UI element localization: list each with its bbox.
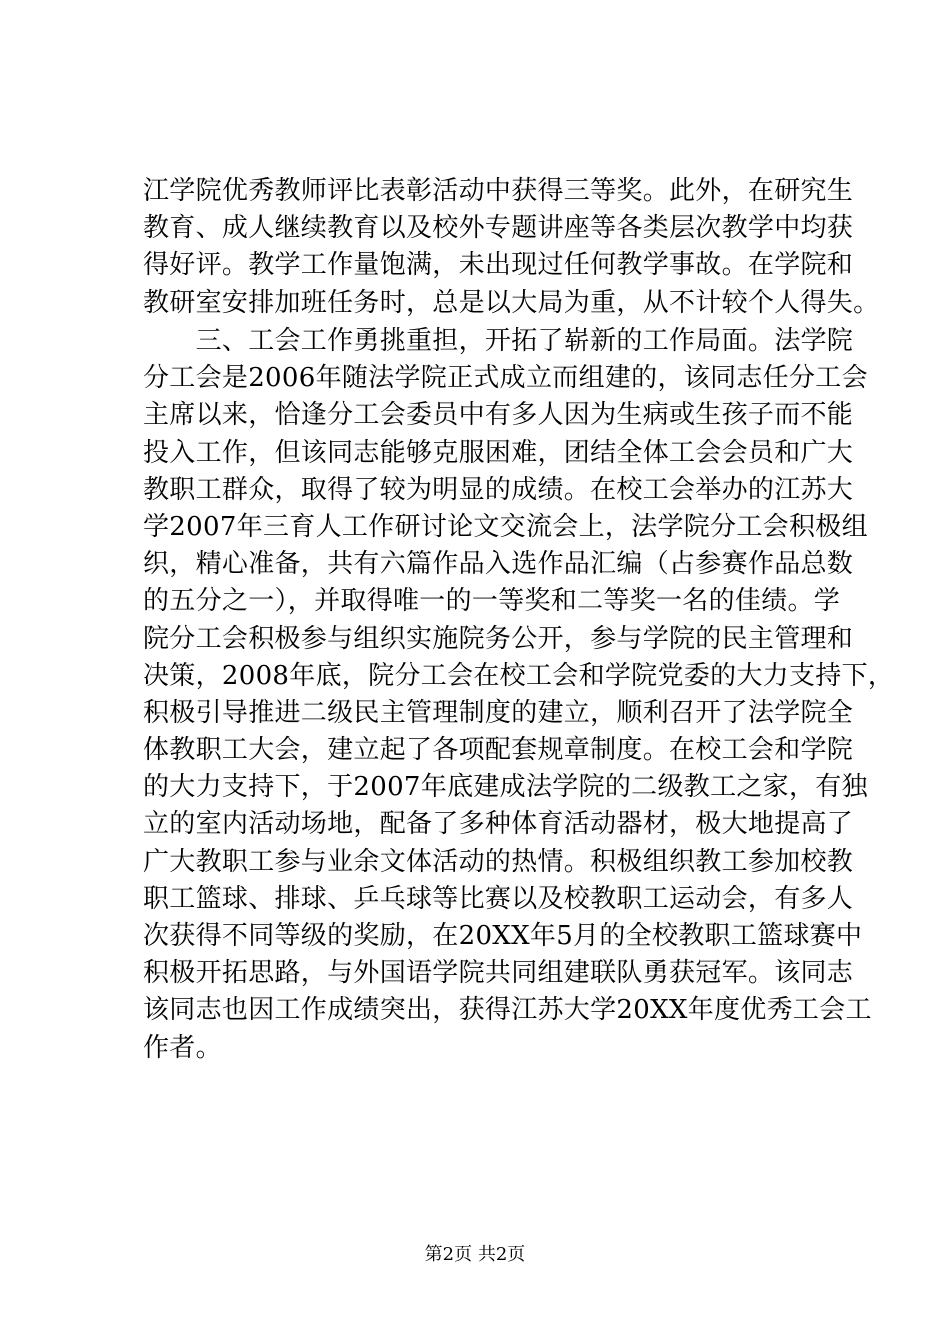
text-line: 织，精心准备，共有六篇作品入选作品汇编（占参赛作品总数 bbox=[143, 549, 854, 580]
text-line: 决策，2008年底，院分工会在校工会和学院党委的大力支持下， bbox=[143, 660, 895, 691]
text-line: 该同志也因工作成绩突出，获得江苏大学20XX年度优秀工会工 bbox=[143, 995, 872, 1026]
text-line: 广大教职工参与业余文体活动的热情。积极组织教工参加校教 bbox=[143, 846, 854, 877]
text-line: 江学院优秀教师评比表彰活动中获得三等奖。此外，在研究生 bbox=[143, 176, 854, 206]
paragraph-union-work bbox=[143, 323, 895, 1067]
text-line: 作者。 bbox=[143, 1032, 222, 1063]
page-number-label: 第2页 共2页 bbox=[424, 1244, 526, 1265]
text-line: 职工篮球、排球、乒乓球等比赛以及校教职工运动会，有多人 bbox=[143, 883, 854, 914]
paragraph-teaching-summary bbox=[143, 173, 880, 322]
text-line: 教育、成人继续教育以及校外专题讲座等各类层次教学中均获 bbox=[143, 213, 854, 244]
text-line: 投入工作，但该同志能够克服困难，团结全体工会会员和广大 bbox=[143, 437, 854, 468]
text-line: 积极引导推进二级民主管理制度的建立，顺利召开了法学院全 bbox=[143, 697, 854, 728]
text-line: 积极开拓思路，与外国语学院共同组建联队勇获冠军。该同志 bbox=[143, 958, 854, 989]
text-line: 的五分之一），并取得唯一的一等奖和二等奖一名的佳绩。学 bbox=[143, 586, 841, 617]
text-line: 的大力支持下，于2007年底建成法学院的二级教工之家，有独 bbox=[143, 772, 868, 803]
text-line: 分工会是2006年随法学院正式成立而组建的，该同志任分工会 bbox=[143, 363, 868, 394]
text-line: 主席以来，恰逢分工会委员中有多人因为生病或生孩子而不能 bbox=[143, 400, 854, 431]
text-line: 次获得不同等级的奖励，在20XX年5月的全校教职工篮球赛中 bbox=[143, 921, 863, 951]
text-line: 三、工会工作勇挑重担，开拓了崭新的工作局面。法学院 bbox=[143, 326, 854, 356]
text-line: 教职工群众，取得了较为明显的成绩。在校工会举办的江苏大 bbox=[143, 474, 854, 505]
text-line: 得好评。教学工作量饱满，未出现过任何教学事故。在学院和 bbox=[143, 250, 854, 281]
text-line: 体教职工大会，建立起了各项配套规章制度。在校工会和学院 bbox=[143, 735, 854, 766]
text-line: 立的室内活动场地，配备了多种体育活动器材，极大地提高了 bbox=[143, 809, 854, 840]
page-footer bbox=[0, 1243, 950, 1267]
text-line: 院分工会积极参与组织实施院务公开，参与学院的民主管理和 bbox=[143, 623, 854, 654]
text-line: 学2007年三育人工作研讨论文交流会上，法学院分工会积极组 bbox=[143, 511, 868, 542]
text-line: 教研室安排加班任务时，总是以大局为重，从不计较个人得失。 bbox=[143, 287, 880, 318]
